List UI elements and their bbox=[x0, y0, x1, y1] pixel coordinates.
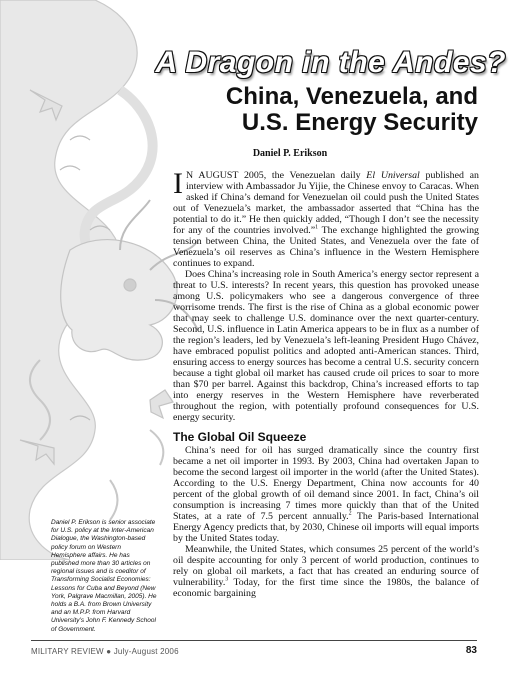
issue-date: July-August 2006 bbox=[113, 647, 179, 656]
article-body bbox=[173, 167, 479, 599]
footnote-ref-2: 2 bbox=[348, 510, 352, 517]
publication-name: El Universal bbox=[366, 170, 420, 181]
article-subtitle bbox=[150, 84, 478, 136]
section-heading: The Global Oil Squeeze bbox=[173, 430, 307, 444]
paragraph-1: I N AUGUST 2005, the Venezuelan daily El Universal published an interview with Ambassador Ju Yijie, the Chinese envoy to Caracas. When asked if China’s demand for Venezuelan oil could push the United States out of Venezuela’s market, the ambassador asserted that “China has the potential to do it.” He then quickly added, “Though I don’t see the necessity for any of the countries involved.”$^1$ The exchange highlighted the growing tension between China, the United States, and Venezuela over the fate of Venezuela’s oil reserves as China’s influence in the Western Hemisphere continues to expand. bbox=[173, 167, 479, 269]
page-number: 83 bbox=[465, 645, 477, 656]
paragraph-4: Meanwhile, the United States, which consumes 25 percent of the world’s oil despite accounting for only 3 percent of world production, continues to rely on global oil markets, a fact that has created an enduring source of vulnerability.$^3$ Today, for the first time since the 1980s, the balance of economic bargaining bbox=[173, 544, 479, 599]
footer-divider bbox=[31, 640, 477, 641]
author-byline: Daniel P. Erikson bbox=[252, 148, 328, 159]
paragraph-2: Does China’s increasing role in South America’s energy sector represent a threat to U.S. interests? In recent years, this question has provoked unease among U.S. policymakers who see a dangerous convergence of three worrisome trends. The first is the rise of China as a global economic power that may seek to challenge U.S. dominance over the next quarter-century. Second, U.S. influence in Latin America appears to be in flux as a number of the region’s leaders, led by Venezuela’s left-leaning President Hugo Chávez, have embraced populist politics and adopted anti-American stances. Third, ensuring access to energy sources has become a central U.S. security concern because a tight global oil market has caused crude oil prices to soar to more than $70 per barrel. Against this backdrop, China’s increased efforts to tap into energy reserves in the Western Hemisphere have reverberated throughout the region, with potentially profound consequences for U.S. energy security. bbox=[173, 269, 479, 423]
article-title: A Dragon in the Andes? bbox=[155, 46, 506, 79]
footnote-ref-1: 1 bbox=[315, 224, 319, 231]
subtitle-line-2: U.S. Energy Security bbox=[241, 109, 478, 136]
subtitle-line-1: China, Venezuela, and bbox=[225, 83, 478, 110]
author-bio: Daniel P. Erikson is senior associate for U.S. policy at the Inter-American Dialogue, the Washington-based policy forum on Western Hemisphere affairs. He has published more than 30 articles on regional issues and is coeditor of Transforming Socialist Economies: Lessons for Cuba and Beyond (New York, Palgrave Macmillan, 2005). He holds a B.A. from Brown University and an M.P.P. from Harvard University’s John F. Kennedy School of Government. bbox=[51, 519, 157, 633]
bullet-separator: ● bbox=[106, 647, 112, 656]
footnote-ref-3: 3 bbox=[225, 576, 229, 583]
paragraph-3: China’s need for oil has surged dramatically since the country first became a net oil importer in 1993. By 2003, China had overtaken Japan to become the second largest oil importer in the world (after the United States). According to the U.S. Energy Department, China now accounts for 40 percent of the global growth of oil demand since 2001. In fact, China’s oil consumption is increasing 7 times more quickly than that of the United States, at a rate of 7.5 percent annually.$^2$ The Paris-based International Energy Agency predicts that, by 2030, Chinese oil imports will equal imports by the United States today. bbox=[173, 445, 479, 544]
journal-name: MILITARY REVIEW bbox=[31, 647, 104, 656]
drop-cap: I bbox=[173, 167, 183, 200]
footer-journal bbox=[31, 647, 179, 656]
